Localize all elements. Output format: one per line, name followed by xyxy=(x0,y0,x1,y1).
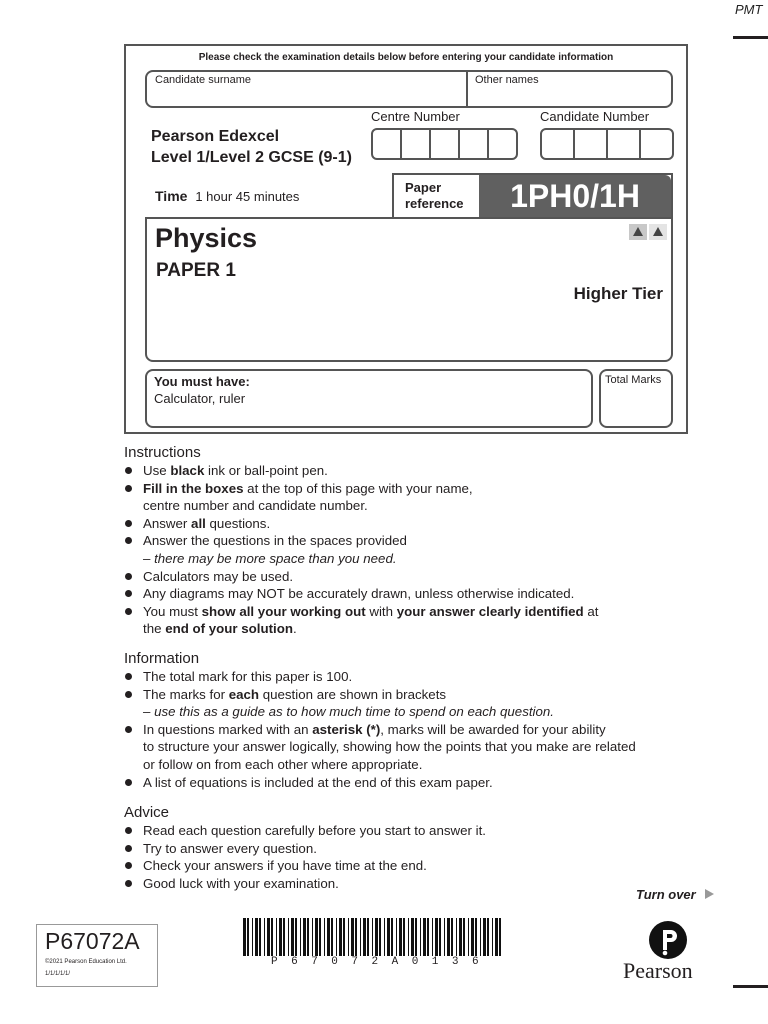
centre-digit-box[interactable] xyxy=(400,128,431,160)
barcode-bar xyxy=(315,918,318,956)
barcode-bar xyxy=(336,918,337,956)
list-item: The marks for each question are shown in brackets xyxy=(124,686,724,704)
centre-number-label: Centre Number xyxy=(371,109,460,124)
paper-number: PAPER 1 xyxy=(156,260,236,281)
list-item: In questions marked with an asterisk (*), marks will be awarded for your ability xyxy=(124,721,724,739)
barcode-bar xyxy=(295,918,297,956)
top-rule xyxy=(733,36,768,39)
barcode-bar xyxy=(307,918,309,956)
candidate-digit-box[interactable] xyxy=(540,128,575,160)
barcode-text: P67072A0136 xyxy=(271,956,493,968)
barcode-bar xyxy=(247,918,249,956)
must-have-label: You must have: xyxy=(154,374,250,389)
total-marks-label: Total Marks xyxy=(605,374,662,386)
barcode-bar xyxy=(475,918,477,956)
list-item: Answer all questions. xyxy=(124,515,724,533)
barcode-bar xyxy=(288,918,289,956)
list-item: Check your answers if you have time at the end. xyxy=(124,857,724,875)
candidate-number-boxes[interactable] xyxy=(540,128,674,164)
subject-box xyxy=(145,217,673,362)
total-marks-box[interactable] xyxy=(599,369,673,428)
barcode-bar xyxy=(463,918,465,956)
barcode-bar xyxy=(459,918,462,956)
barcode-bar xyxy=(300,918,301,956)
advice-heading: Advice xyxy=(124,804,170,821)
list-item: Fill in the boxes at the top of this page with your name, xyxy=(124,480,724,498)
barcode-bar xyxy=(367,918,369,956)
centre-digit-box[interactable] xyxy=(487,128,518,160)
barcode xyxy=(241,918,506,970)
barcode-bar xyxy=(403,918,405,956)
information-section xyxy=(124,650,724,791)
paper-reference-box xyxy=(392,173,673,219)
barcode-bar xyxy=(363,918,366,956)
candidate-number-label: Candidate Number xyxy=(540,109,650,124)
barcode-bar xyxy=(480,918,481,956)
subject-title: Physics xyxy=(155,223,258,253)
barcode-bar xyxy=(319,918,321,956)
candidate-surname-field[interactable] xyxy=(153,86,461,104)
barcode-bar xyxy=(408,918,409,956)
barcode-bar xyxy=(420,918,421,956)
list-item: Use black ink or ball-point pen. xyxy=(124,462,724,480)
barcode-bar xyxy=(327,918,330,956)
list-item: – use this as a guide as to how much time to spend on each question. xyxy=(143,704,554,720)
name-divider xyxy=(466,72,468,106)
barcode-bar xyxy=(435,918,438,956)
list-item: the end of your solution. xyxy=(143,621,297,637)
barcode-bar xyxy=(468,918,469,956)
centre-number-boxes[interactable] xyxy=(371,128,529,164)
pearson-wordmark: Pearson xyxy=(623,958,693,983)
bottom-rule xyxy=(733,985,768,988)
barcode-bar xyxy=(471,918,474,956)
candidate-surname-label: Candidate surname xyxy=(155,74,252,86)
centre-digit-box[interactable] xyxy=(371,128,402,160)
barcode-bar xyxy=(415,918,417,956)
instructions-section xyxy=(124,444,724,638)
list-item: – there may be more space than you need. xyxy=(143,550,397,566)
barcode-bar xyxy=(312,918,313,956)
list-item: Any diagrams may NOT be accurately drawn, unless otherwise indicated. xyxy=(124,585,724,603)
list-item: centre number and candidate number. xyxy=(143,498,368,514)
barcode-bar xyxy=(324,918,325,956)
barcode-bar xyxy=(384,918,385,956)
list-item: A list of equations is included at the end of this exam paper. xyxy=(124,774,724,792)
list-item: Answer the questions in the spaces provided xyxy=(124,532,724,550)
barcode-bar xyxy=(303,918,306,956)
barcode-bar xyxy=(487,918,489,956)
barcode-bar xyxy=(339,918,342,956)
arrow-right-icon xyxy=(705,889,714,899)
paper-id-box xyxy=(36,924,158,987)
print-code: 1/1/1/1/1/ xyxy=(45,971,71,977)
centre-digit-box[interactable] xyxy=(429,128,460,160)
list-item: The total mark for this paper is 100. xyxy=(124,668,724,686)
triangle-up-icon xyxy=(649,224,667,240)
list-item: or follow on from each other where appropriate. xyxy=(143,756,423,772)
barcode-bar xyxy=(351,918,354,956)
copyright: ©2021 Pearson Education Ltd. xyxy=(45,959,127,965)
other-names-field[interactable] xyxy=(473,86,667,104)
advice-section xyxy=(124,804,724,892)
information-list xyxy=(124,668,724,791)
barcode-bar xyxy=(456,918,457,956)
list-item: Calculators may be used. xyxy=(124,568,724,586)
barcode-bar xyxy=(492,918,493,956)
instructions-heading: Instructions xyxy=(124,444,201,461)
other-names-label: Other names xyxy=(475,74,539,86)
barcode-bar xyxy=(444,918,445,956)
barcode-bar xyxy=(360,918,361,956)
barcode-bar xyxy=(499,918,501,956)
barcode-bar xyxy=(283,918,285,956)
candidate-digit-box[interactable] xyxy=(639,128,674,160)
barcode-bar xyxy=(447,918,450,956)
must-have-items: Calculator, ruler xyxy=(154,391,246,406)
time-label: Time xyxy=(155,188,188,204)
must-have-box xyxy=(145,369,593,428)
instructions-list xyxy=(124,462,724,638)
barcode-bar xyxy=(439,918,441,956)
barcode-bar xyxy=(391,918,393,956)
turn-over-label: Turn over xyxy=(636,887,696,902)
barcode-bar xyxy=(291,918,294,956)
list-item: You must show all your working out with your answer clearly identified at xyxy=(124,603,724,621)
tier: Higher Tier xyxy=(573,284,663,303)
barcode-bar xyxy=(427,918,429,956)
pearson-p-icon xyxy=(648,920,688,960)
paper-code: 1PH0/1H xyxy=(479,175,671,217)
barcode-bar xyxy=(264,918,265,956)
barcode-bar xyxy=(483,918,486,956)
list-item: Good luck with your examination. xyxy=(124,875,724,893)
paper-reference-label: Paper reference xyxy=(405,180,464,211)
turn-over xyxy=(636,887,714,902)
barcode-bar xyxy=(343,918,345,956)
list-item: Read each question carefully before you start to answer it. xyxy=(124,822,724,840)
information-heading: Information xyxy=(124,650,200,667)
barcode-bar xyxy=(259,918,261,956)
barcode-bar xyxy=(271,918,273,956)
barcode-bar xyxy=(396,918,397,956)
barcode-bar xyxy=(379,918,381,956)
name-box xyxy=(145,70,673,108)
barcode-bar xyxy=(372,918,373,956)
barcode-bar xyxy=(267,918,270,956)
candidate-digit-box[interactable] xyxy=(573,128,608,160)
barcode-bar xyxy=(331,918,333,956)
tier-markers xyxy=(629,224,667,240)
list-item: Try to answer every question. xyxy=(124,840,724,858)
barcode-bar xyxy=(252,918,253,956)
check-notice: Please check the examination details below before entering your candidate information xyxy=(198,52,614,63)
barcode-bar xyxy=(355,918,357,956)
barcode-bar xyxy=(411,918,414,956)
barcode-bar xyxy=(279,918,282,956)
barcode-bar xyxy=(243,918,246,956)
barcode-bar xyxy=(451,918,453,956)
candidate-digit-box[interactable] xyxy=(606,128,641,160)
qualification-level: Level 1/Level 2 GCSE (9-1) xyxy=(151,149,352,166)
barcode-bar xyxy=(348,918,349,956)
barcode-bar xyxy=(375,918,378,956)
paper-id: P67072A xyxy=(45,928,140,954)
pmt-label: PMT xyxy=(735,2,763,17)
exam-board: Pearson Edexcel xyxy=(151,128,280,145)
barcode-bar xyxy=(387,918,390,956)
barcode-bar xyxy=(255,918,258,956)
barcode-bar xyxy=(432,918,433,956)
centre-digit-box[interactable] xyxy=(458,128,489,160)
list-item: to structure your answer logically, showing how the points that you make are related xyxy=(143,739,636,755)
barcode-bar xyxy=(495,918,498,956)
time-row xyxy=(155,188,299,204)
pearson-logo xyxy=(621,920,713,984)
barcode-bar xyxy=(399,918,402,956)
candidate-details-frame xyxy=(124,44,688,434)
barcode-bar xyxy=(423,918,426,956)
barcode-bar xyxy=(276,918,277,956)
barcode-bars xyxy=(241,918,506,958)
time-value: 1 hour 45 minutes xyxy=(195,189,300,204)
triangle-up-icon xyxy=(629,224,647,240)
advice-list xyxy=(124,822,724,892)
